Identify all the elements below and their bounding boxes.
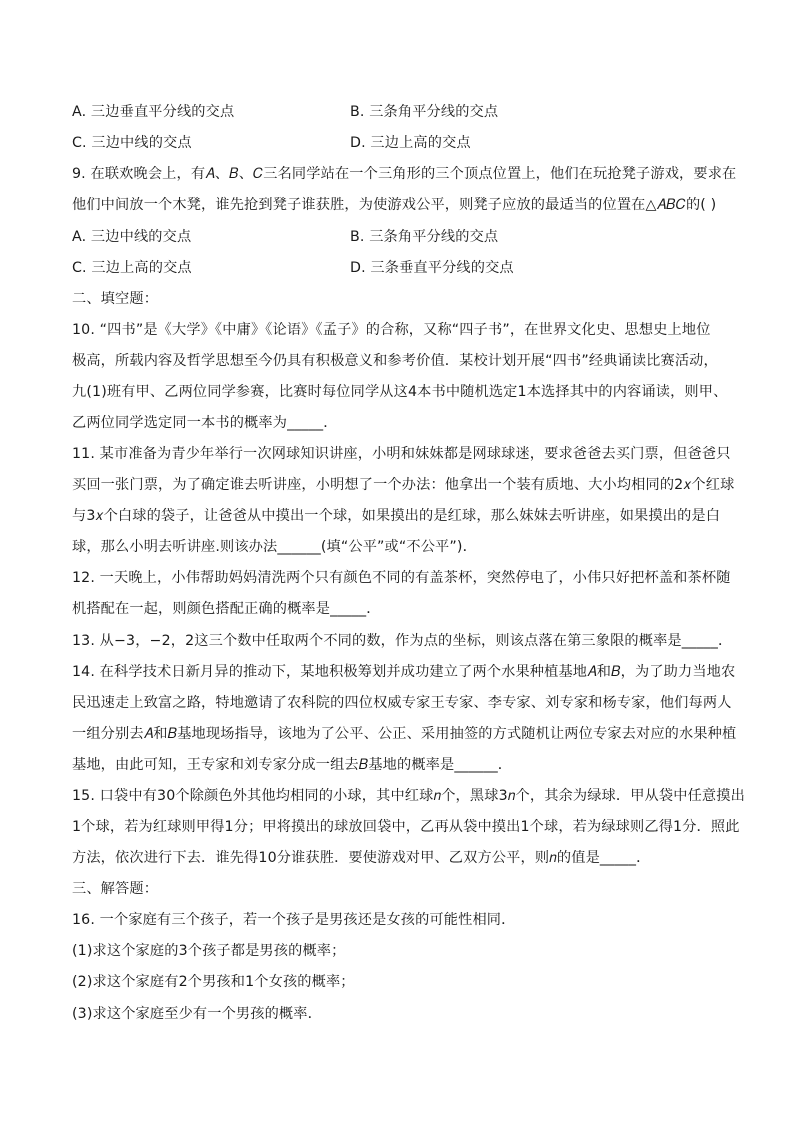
q15-line-1: 15. 口袋中有30个除颜色外其他均相同的小球，其中红球𝑛个，黑球3𝑛个，其余为绿球．甲从袋中任意摸出 <box>72 788 745 804</box>
q14-line-4: 基地，由此可知，王专家和刘专家分成一组去𝐵基地的概率是______． <box>72 757 513 773</box>
q11-line-2: 买回一张门票，为了确定谁去听讲座，小明想了一个办法：他拿出一个装有质地、大小均相同的2𝑥个红球 <box>72 477 735 493</box>
q10-line-4: 乙两位同学选定同一本书的概率为_____． <box>72 415 338 431</box>
q16-sub-2: (2)求这个家庭有2个男孩和1个女孩的概率； <box>72 974 355 990</box>
q11-line-3: 与3𝑥个白球的袋子，让爸爸从中摸出一个球，如果摸出的是红球，那么妹妹去听讲座，如果摸出的是白 <box>72 508 721 524</box>
q12-line-2: 机搭配在一起，则颜色搭配正确的概率是_____． <box>72 601 381 617</box>
q10-line-3: 九(1)班有甲、乙两位同学参赛，比赛时每位同学从这4本书中随机选定1本选择其中的内容诵读，则甲、 <box>72 384 728 400</box>
q15-line-3: 方法，依次进行下去．谁先得10分谁获胜．要使游戏对甲、乙双方公平，则𝑛的值是_____． <box>72 850 651 866</box>
q14-line-2: 民迅速走上致富之路，特地邀请了农科院的四位权威专家王专家、李专家、刘专家和杨专家，他们每两人 <box>72 695 732 711</box>
q9-option-c: C. 三边上高的交点 <box>72 260 192 276</box>
q14-line-1: 14. 在科学技术日新月异的推动下，某地积极筹划并成功建立了两个水果种植基地𝐴和𝐵，为了助力当地农 <box>72 664 736 680</box>
q8-option-d: D. 三边上高的交点 <box>350 135 471 151</box>
q8-option-b: B. 三条角平分线的交点 <box>350 104 499 120</box>
q9-stem-line-1: 9. 在联欢晚会上，有𝐴、𝐵、𝐶三名同学站在一个三角形的三个顶点位置上，他们在玩抢凳子游戏，要求在 <box>72 166 737 182</box>
q12-line-1: 12. 一天晚上，小伟帮助妈妈清洗两个只有颜色不同的有盖茶杯，突然停电了，小伟只好把杯盖和茶杯随 <box>72 570 731 586</box>
q11-line-1: 11. 某市准备为青少年举行一次网球知识讲座，小明和妹妹都是网球球迷，要求爸爸去买门票，但爸爸只 <box>72 446 731 462</box>
q15-line-2: 1个球，若为红球则甲得1分；甲将摸出的球放回袋中，乙再从袋中摸出1个球，若为绿球则乙得1分．照此 <box>72 819 740 835</box>
q8-option-c: C. 三边中线的交点 <box>72 135 192 151</box>
q10-line-2: 极高，所载内容及哲学思想至今仍具有积极意义和参考价值．某校计划开展“四书”经典诵读比赛活动， <box>72 353 718 369</box>
q10-line-1: 10. “四书”是《大学》《中庸》《论语》《孟子》的合称，又称“四子书”，在世界文化史、思想史上地位 <box>72 322 711 338</box>
q16-sub-1: (1)求这个家庭的3个孩子都是男孩的概率； <box>72 943 346 959</box>
q11-line-4: 球，那么小明去听讲座.则该办法______(填“公平”或“不公平”)． <box>72 539 477 555</box>
section-heading-solutions: 三、解答题： <box>72 881 159 897</box>
q9-option-d: D. 三条垂直平分线的交点 <box>350 260 514 276</box>
section-heading-fill-in: 二、填空题： <box>72 291 159 307</box>
q16-sub-3: (3)求这个家庭至少有一个男孩的概率． <box>72 1006 322 1022</box>
q9-option-b: B. 三条角平分线的交点 <box>350 229 499 245</box>
q16-stem: 16. 一个家庭有三个孩子，若一个孩子是男孩还是女孩的可能性相同． <box>72 912 516 928</box>
q9-option-a: A. 三边中线的交点 <box>72 229 192 245</box>
q8-option-a: A. 三边垂直平分线的交点 <box>72 104 235 120</box>
q13-line-1: 13. 从−3，−2，2这三个数中任取两个不同的数，作为点的坐标，则该点落在第三象限的概率是_____． <box>72 633 733 649</box>
q14-line-3: 一组分别去𝐴和𝐵基地现场指导，该地为了公平、公正、采用抽签的方式随机让两位专家去对应的水果种植 <box>72 726 737 742</box>
q9-stem-line-2: 他们中间放一个木凳，谁先抢到凳子谁获胜，为使游戏公平，则凳子应放的最适当的位置在△𝐴𝐵𝐶的( ) <box>72 197 717 213</box>
